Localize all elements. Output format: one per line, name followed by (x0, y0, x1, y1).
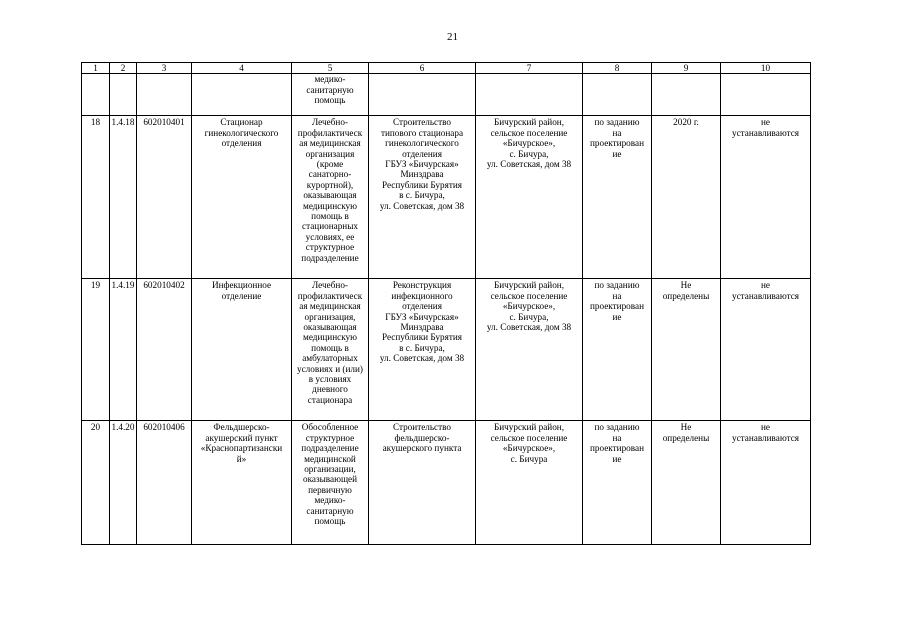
table-cell (476, 74, 583, 116)
header-cell: 3 (137, 63, 192, 74)
location: Бичурский район, сельское поселение «Бичурское», с. Бичура, ул. Советская, дом 38 (476, 116, 583, 279)
item-code: 1.4.18 (110, 116, 137, 279)
work-description: Реконструкция инфекционного отделения ГБУЗ «Бичурская» Минздрава Республики Бурятия в с. Бичура, ул. Советская, дом 38 (369, 279, 476, 421)
object-name: Инфекционное отделение (192, 279, 292, 421)
capacity: по заданию на проектирован ие (583, 116, 652, 279)
table-cell (369, 74, 476, 116)
zones: не устанавливаются (721, 116, 811, 279)
work-description: Строительство фельдшерско- акушерского пункта (369, 421, 476, 545)
table-cell (721, 74, 811, 116)
zones: не устанавливаются (721, 279, 811, 421)
object-type: Лечебно- профилактическ ая медицинская организация (кроме санаторно- курортной), оказывающая медицинскую помощь в стационарных условиях, ее структурное подразделение (292, 116, 369, 279)
continuation-row (82, 74, 811, 116)
table-cell (583, 74, 652, 116)
row-number: 19 (82, 279, 110, 421)
header-cell: 10 (721, 63, 811, 74)
deadline: Не определены (652, 421, 721, 545)
object-code: 602010401 (137, 116, 192, 279)
page-number: 21 (447, 31, 458, 43)
data-table (81, 62, 811, 545)
location: Бичурский район, сельское поселение «Бичурское», с. Бичура, ул. Советская, дом 38 (476, 279, 583, 421)
header-cell: 4 (192, 63, 292, 74)
location: Бичурский район, сельское поселение «Бичурское», с. Бичура (476, 421, 583, 545)
header-cell: 8 (583, 63, 652, 74)
object-name: Стационар гинекологического отделения (192, 116, 292, 279)
table-cell: медико- санитарную помощь (292, 74, 369, 116)
header-cell: 5 (292, 63, 369, 74)
header-cell: 2 (110, 63, 137, 74)
header-cell: 9 (652, 63, 721, 74)
object-name: Фельдшерско- акушерский пункт «Краснопартизански й» (192, 421, 292, 545)
row-number: 20 (82, 421, 110, 545)
table-cell (137, 74, 192, 116)
table-cell (652, 74, 721, 116)
zones: не устанавливаются (721, 421, 811, 545)
object-code: 602010406 (137, 421, 192, 545)
table-row (82, 421, 811, 545)
capacity: по заданию на проектирован ие (583, 421, 652, 545)
header-cell: 7 (476, 63, 583, 74)
item-code: 1.4.20 (110, 421, 137, 545)
work-description: Строительство типового стационара гинекологического отделения ГБУЗ «Бичурская» Минздрава Республики Бурятия в с. Бичура, ул. Советская, дом 38 (369, 116, 476, 279)
table-header-row (82, 63, 811, 74)
deadline: Не определены (652, 279, 721, 421)
capacity: по заданию на проектирован ие (583, 279, 652, 421)
table-cell (192, 74, 292, 116)
item-code: 1.4.19 (110, 279, 137, 421)
table-cell (82, 74, 110, 116)
header-cell: 6 (369, 63, 476, 74)
object-type: Лечебно- профилактическ ая медицинская организация, оказывающая медицинскую помощь в амбулаторных условиях и (или) в условиях дневного стационара (292, 279, 369, 421)
deadline: 2020 г. (652, 116, 721, 279)
object-type: Обособленное структурное подразделение медицинской организации, оказывающей первичную медико- санитарную помощь (292, 421, 369, 545)
table-row (82, 279, 811, 421)
table-cell (110, 74, 137, 116)
header-cell: 1 (82, 63, 110, 74)
object-code: 602010402 (137, 279, 192, 421)
row-number: 18 (82, 116, 110, 279)
table-row (82, 116, 811, 279)
